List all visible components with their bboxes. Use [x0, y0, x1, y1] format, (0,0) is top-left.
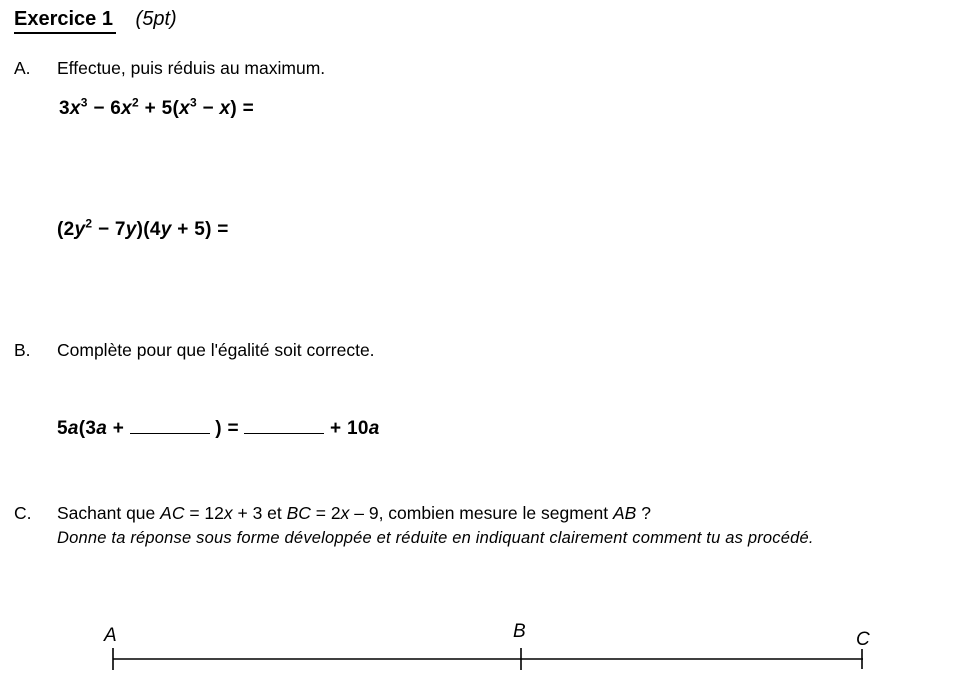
section-c-prompt: Sachant que AC = 12x + 3 et BC = 2x – 9, combien mesure le segment AB ? — [57, 503, 651, 523]
point-a-label: A — [104, 625, 117, 646]
exercise-points: (5pt) — [135, 8, 177, 30]
section-c-label: C. — [14, 503, 32, 523]
section-a-label: A. — [14, 58, 31, 78]
exercise-title — [14, 8, 177, 34]
section-b-prompt: Complète pour que l'égalité soit correcte. — [57, 340, 375, 360]
point-b-label: B — [513, 621, 526, 642]
segment-diagram — [100, 612, 880, 687]
point-c-label: C — [856, 629, 870, 650]
section-a-prompt: Effectue, puis réduis au maximum. — [57, 58, 326, 78]
section-b-formula: 5a(3a + ) = + 10a — [57, 414, 380, 440]
section-a-formula-2: $(2y^2 - 7y)(4y + 5)$ = — [57, 216, 229, 240]
section-a-formula-1: $3x^3 - 6x^2 + 5(x^3 - x)$ = — [59, 95, 254, 119]
exercise-title-text: Exercice 1 — [14, 8, 116, 34]
section-c-note: Donne ta réponse sous forme développée et réduite en indiquant clairement comment tu as procédé. — [57, 529, 814, 547]
section-b-label: B. — [14, 340, 31, 360]
